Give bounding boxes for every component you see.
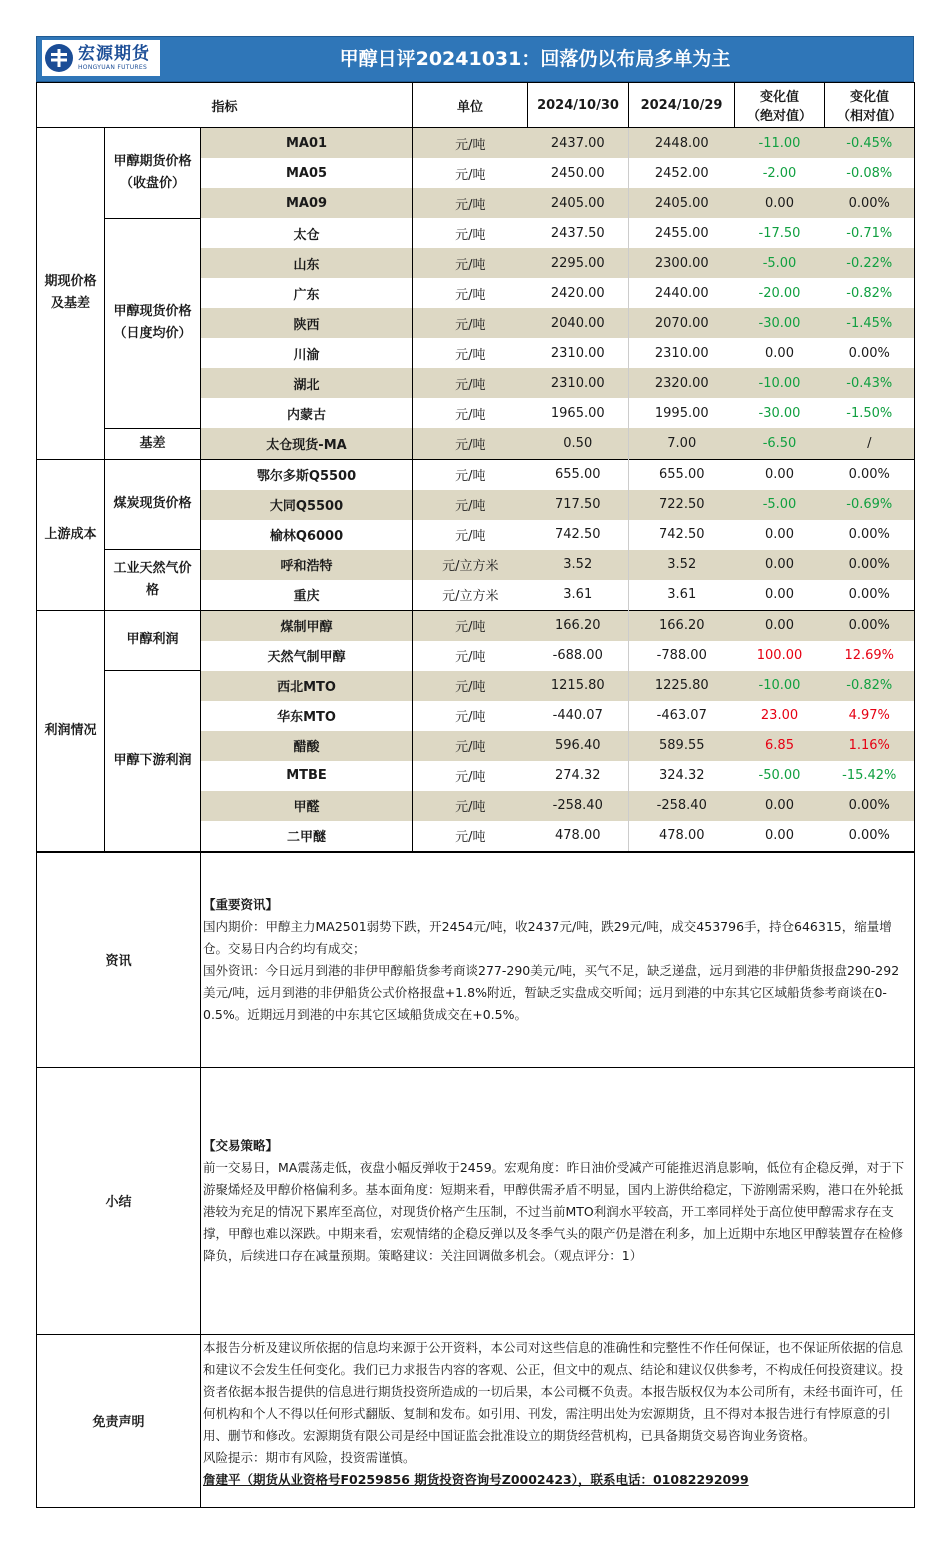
cell-rel-change: -0.71% bbox=[825, 218, 915, 248]
header-row bbox=[37, 83, 915, 128]
cell-abs-change: -50.00 bbox=[758, 768, 801, 783]
cell-value-date2: 2310.00 bbox=[629, 338, 735, 368]
cell-unit: 元/吨 bbox=[413, 791, 528, 821]
cell-rel-change: -0.82% bbox=[825, 671, 915, 701]
cell-value-date1: 2310.00 bbox=[528, 368, 629, 398]
cell-rel-change: 0.00% bbox=[825, 520, 915, 550]
cell-unit: 元/吨 bbox=[413, 248, 528, 278]
cell-value-date1: 655.00 bbox=[528, 459, 629, 490]
cell-indicator: 太仓 bbox=[201, 218, 413, 248]
cell-abs-change: -2.00 bbox=[762, 165, 797, 181]
cell-value-date1: -688.00 bbox=[552, 648, 603, 663]
cell-value-date1: 0.50 bbox=[528, 428, 629, 459]
header-date2: 2024/10/29 bbox=[629, 83, 735, 128]
cell-rel-change: 4.97% bbox=[825, 701, 915, 731]
cell-indicator: 山东 bbox=[201, 248, 413, 278]
header-rel-line2: （相对值） bbox=[837, 109, 903, 124]
news-paragraph-2: 国外资讯：今日远月到港的非伊甲醇船货参考商谈277-290美元/吨，买气不足，缺乏递盘，远月到港的非伊船货报盘290-292美元/吨，远月到港的非伊船货公式价格报盘+1.8%附近，暂缺乏实盘成交听闻；远月到港的中东其它区域船货参考商谈在0-0.5%。近期远月到港的中东其它区域船货成交在+0.5%。 bbox=[203, 962, 900, 1022]
cell-indicator: 太仓现货-MA bbox=[201, 428, 413, 459]
cell-value-date1: 717.50 bbox=[528, 490, 629, 520]
cell-rel-change: 0.00% bbox=[825, 338, 915, 368]
cell-value-date2: 3.61 bbox=[629, 580, 735, 611]
cell-unit: 元/吨 bbox=[455, 650, 486, 665]
cell-indicator: 内蒙古 bbox=[201, 398, 413, 428]
cell-unit: 元/吨 bbox=[455, 347, 486, 363]
indicator-table bbox=[36, 82, 915, 852]
cell-value-date2: 2320.00 bbox=[629, 368, 735, 398]
cell-abs-change: 0.00 bbox=[735, 791, 825, 821]
cell-indicator: 醋酸 bbox=[201, 731, 413, 761]
cell-indicator: 天然气制甲醇 bbox=[201, 641, 413, 671]
cell-rel-change: -1.45% bbox=[825, 308, 915, 338]
text-sections bbox=[36, 852, 915, 1508]
cell-unit: 元/吨 bbox=[455, 407, 486, 423]
header-abs-line1: 变化值 bbox=[760, 90, 800, 105]
cell-value-date1: 3.52 bbox=[528, 550, 629, 580]
cell-value-date1: 166.20 bbox=[528, 610, 629, 641]
cell-value-date2: -463.07 bbox=[629, 701, 735, 731]
cell-indicator: 西北MTO bbox=[201, 671, 413, 701]
cell-value-date2: 742.50 bbox=[629, 520, 735, 550]
cell-unit: 元/吨 bbox=[455, 167, 486, 183]
cell-indicator: 陕西 bbox=[201, 308, 413, 338]
cell-unit: 元/吨 bbox=[413, 821, 528, 852]
cell-rel-change: 0.00% bbox=[825, 610, 915, 641]
cell-value-date2: 2448.00 bbox=[629, 128, 735, 159]
cell-unit: 元/吨 bbox=[413, 490, 528, 520]
cell-abs-change: 23.00 bbox=[760, 708, 799, 723]
table-row bbox=[37, 459, 915, 490]
news-paragraph-1: 国内期价：甲醇主力MA2501弱势下跌，开2454元/吨，收2437元/吨，跌29元/吨，成交453796手，持仓646315，缩量增仓。交易日内合约均有成交； bbox=[203, 918, 892, 956]
cell-rel-change: -15.42% bbox=[825, 761, 915, 791]
cell-abs-change: -11.00 bbox=[735, 128, 825, 159]
cell-value-date2: 166.20 bbox=[629, 610, 735, 641]
cell-value-date2: 2070.00 bbox=[629, 308, 735, 338]
cell-value-date2: 722.50 bbox=[629, 490, 735, 520]
cell-unit: 元/吨 bbox=[413, 128, 528, 159]
cell-abs-change: -10.00 bbox=[735, 671, 825, 701]
news-heading: 【重要资讯】 bbox=[203, 896, 279, 912]
cell-unit: 元/吨 bbox=[455, 227, 486, 243]
header-date1: 2024/10/30 bbox=[528, 83, 629, 128]
cell-abs-change: 6.85 bbox=[735, 731, 825, 761]
cell-unit: 元/立方米 bbox=[442, 589, 499, 604]
cell-rel-change: 0.00% bbox=[825, 821, 915, 852]
cell-abs-change: 0.00 bbox=[735, 188, 825, 218]
cell-value-date2: 324.32 bbox=[629, 761, 735, 791]
cell-abs-change: -6.50 bbox=[735, 428, 825, 459]
cell-abs-change: 0.00 bbox=[765, 587, 794, 602]
cell-value-date1: 742.50 bbox=[555, 527, 601, 542]
summary-section bbox=[37, 1067, 915, 1334]
cell-value-date2: 3.52 bbox=[629, 550, 735, 580]
cell-abs-change: 0.00 bbox=[765, 527, 794, 542]
cell-value-date2: 2452.00 bbox=[629, 158, 735, 188]
cell-abs-change: -5.00 bbox=[735, 248, 825, 278]
cell-abs-change: -30.00 bbox=[758, 405, 801, 421]
table-row bbox=[37, 218, 915, 248]
cell-value-date1: 2420.00 bbox=[550, 285, 605, 301]
cell-indicator: 华东MTO bbox=[201, 701, 413, 731]
cell-value-date2: 589.55 bbox=[629, 731, 735, 761]
cell-value-date1: 2310.00 bbox=[550, 345, 605, 361]
cell-value-date2: 1225.80 bbox=[629, 671, 735, 701]
subgroup-basis: 基差 bbox=[105, 428, 201, 459]
cell-value-date2: -258.40 bbox=[629, 791, 735, 821]
cell-indicator: MA01 bbox=[201, 128, 413, 159]
subgroup-methanol-profit: 甲醇利润 bbox=[105, 610, 201, 671]
table-row bbox=[37, 428, 915, 459]
subgroup-downstream-profit: 甲醇下游利润 bbox=[105, 671, 201, 852]
risk-warning: 风险提示：期市有风险，投资需谨慎。 bbox=[203, 1449, 416, 1465]
cell-rel-change: -0.69% bbox=[825, 490, 915, 520]
cell-indicator: 广东 bbox=[201, 278, 413, 308]
cell-indicator: MA05 bbox=[201, 158, 413, 188]
cell-rel-change: 1.16% bbox=[825, 731, 915, 761]
cell-value-date2: 2455.00 bbox=[629, 218, 735, 248]
cell-indicator: 川渝 bbox=[201, 338, 413, 368]
disclaimer-section bbox=[37, 1334, 915, 1507]
cell-unit: 元/吨 bbox=[413, 671, 528, 701]
news-label: 资讯 bbox=[37, 852, 201, 1067]
cell-rel-change: 0.00% bbox=[825, 550, 915, 580]
data-body bbox=[37, 128, 915, 852]
cell-unit: 元/吨 bbox=[455, 770, 486, 785]
cell-value-date1: 2405.00 bbox=[528, 188, 629, 218]
cell-abs-change: -17.50 bbox=[758, 225, 801, 241]
brand-logo bbox=[42, 40, 160, 76]
cell-indicator: MA09 bbox=[201, 188, 413, 218]
summary-heading: 【交易策略】 bbox=[203, 1137, 279, 1153]
cell-indicator: 大同Q5500 bbox=[201, 490, 413, 520]
cell-abs-change: 100.00 bbox=[756, 648, 803, 663]
cell-rel-change: 0.00% bbox=[825, 580, 915, 611]
table-row bbox=[37, 610, 915, 641]
cell-rel-change: -0.82% bbox=[825, 278, 915, 308]
header-abs-change bbox=[735, 83, 825, 128]
cell-value-date2: 2300.00 bbox=[629, 248, 735, 278]
disclaimer-label: 免责声明 bbox=[37, 1334, 201, 1507]
cell-value-date2: 478.00 bbox=[629, 821, 735, 852]
cell-unit: 元/吨 bbox=[413, 368, 528, 398]
cell-unit: 元/吨 bbox=[413, 428, 528, 459]
subgroup-futures-price: 甲醇期货价格（收盘价） bbox=[105, 128, 201, 219]
cell-rel-change: -0.22% bbox=[825, 248, 915, 278]
title-bar bbox=[36, 36, 914, 82]
cell-unit: 元/吨 bbox=[455, 287, 486, 303]
header-indicator: 指标 bbox=[37, 83, 413, 128]
cell-indicator: 湖北 bbox=[201, 368, 413, 398]
cell-value-date2: 7.00 bbox=[629, 428, 735, 459]
brand-name: 宏源期货 bbox=[78, 43, 150, 64]
subgroup-coal-price: 煤炭现货价格 bbox=[105, 459, 201, 550]
cell-unit: 元/吨 bbox=[455, 710, 486, 725]
cell-value-date1: -440.07 bbox=[552, 708, 603, 723]
brand-name-en: HONGYUAN FUTURES bbox=[78, 63, 148, 71]
cell-value-date1: 2437.50 bbox=[550, 225, 605, 241]
cell-indicator: 呼和浩特 bbox=[201, 550, 413, 580]
subgroup-spot-price: 甲醇现货价格（日度均价） bbox=[105, 218, 201, 428]
cell-value-date1: 596.40 bbox=[528, 731, 629, 761]
summary-label: 小结 bbox=[37, 1067, 201, 1334]
summary-paragraph: 前一交易日，MA震荡走低，夜盘小幅反弹收于2459。宏观角度：昨日油价受减产可能推迟消息影响，低位有企稳反弹，对于下游聚烯烃及甲醇价格偏利多。基本面角度：短期来看，甲醇供需矛盾不明显，国内上游供给稳定，下游刚需采购，港口在外轮抵港较为充足的情况下累库至高位，对现货价格产生压制，不过当前MTO利润水平较高，开工率同样处于高位使甲醇需求存在支撑，甲醇也难以深跌。中期来看，宏观情绪的企稳反弹以及冬季气头的限产仍是潜在利多，加上近期中东地区甲醇装置存在检修降负，后续进口存在减量预期。策略建议：关注回调做多机会。（观点评分：1） bbox=[203, 1159, 905, 1263]
cell-abs-change: 0.00 bbox=[735, 821, 825, 852]
cell-value-date1: 274.32 bbox=[555, 768, 601, 783]
table-row bbox=[37, 550, 915, 580]
cell-indicator: 重庆 bbox=[201, 580, 413, 611]
cell-rel-change: 0.00% bbox=[825, 188, 915, 218]
analyst-contact: 詹建平（期货从业资格号F0259856 期货投资咨询号Z0002423），联系电话：01082292099 bbox=[203, 1471, 749, 1487]
disclaimer-content bbox=[201, 1334, 915, 1507]
cell-value-date1: 1215.80 bbox=[528, 671, 629, 701]
cell-unit: 元/吨 bbox=[455, 529, 486, 544]
group-futures-spot: 期现价格及基差 bbox=[37, 128, 105, 460]
logo-icon bbox=[44, 43, 74, 73]
cell-value-date1: 478.00 bbox=[528, 821, 629, 852]
cell-rel-change: -0.45% bbox=[825, 128, 915, 159]
report-sheet bbox=[36, 36, 914, 1508]
cell-rel-change: 0.00% bbox=[825, 791, 915, 821]
cell-unit: 元/吨 bbox=[413, 731, 528, 761]
cell-abs-change: 0.00 bbox=[735, 550, 825, 580]
disclaimer-paragraph: 本报告分析及建议所依据的信息均来源于公开资料，本公司对这些信息的准确性和完整性不作任何保证，也不保证所依据的信息和建议不会发生任何变化。我们已力求报告内容的客观、公正，但文中的观点、结论和建议仅供参考，不构成任何投资建议。投资者依据本报告提供的信息进行期货投资所造成的一切后果，本公司概不负责。本报告版权仅为本公司所有，未经书面许可，任何机构和个人不得以任何形式翻版、复制和发布。如引用、刊发，需注明出处为宏源期货，且不得对本报告进行有悖原意的引用、删节和修改。宏源期货有限公司是经中国证监会批准设立的期货经营机构，已具备期货交易咨询业务资格。 bbox=[203, 1339, 904, 1443]
cell-unit: 元/立方米 bbox=[413, 550, 528, 580]
cell-abs-change: 0.00 bbox=[735, 459, 825, 490]
cell-value-date2: 655.00 bbox=[629, 459, 735, 490]
cell-indicator: 煤制甲醇 bbox=[201, 610, 413, 641]
cell-value-date2: -788.00 bbox=[629, 641, 735, 671]
cell-rel-change: -0.43% bbox=[825, 368, 915, 398]
header-rel-change bbox=[825, 83, 915, 128]
cell-value-date1: 2295.00 bbox=[528, 248, 629, 278]
cell-rel-change: -1.50% bbox=[825, 398, 915, 428]
group-upstream: 上游成本 bbox=[37, 459, 105, 610]
cell-value-date2: 1995.00 bbox=[629, 398, 735, 428]
cell-value-date1: 2450.00 bbox=[550, 165, 605, 181]
cell-indicator: 甲醛 bbox=[201, 791, 413, 821]
cell-value-date1: -258.40 bbox=[528, 791, 629, 821]
cell-abs-change: 0.00 bbox=[765, 345, 794, 361]
header-unit: 单位 bbox=[413, 83, 528, 128]
news-section bbox=[37, 852, 915, 1067]
group-profit: 利润情况 bbox=[37, 610, 105, 851]
cell-indicator: 鄂尔多斯Q5500 bbox=[201, 459, 413, 490]
cell-value-date2: 2440.00 bbox=[629, 278, 735, 308]
cell-abs-change: -30.00 bbox=[735, 308, 825, 338]
header-abs-line2: （绝对值） bbox=[747, 109, 813, 124]
cell-indicator: 二甲醚 bbox=[201, 821, 413, 852]
cell-abs-change: -20.00 bbox=[758, 285, 801, 301]
table-row bbox=[37, 128, 915, 159]
cell-value-date1: 2437.00 bbox=[528, 128, 629, 159]
subgroup-gas-price: 工业天然气价格 bbox=[105, 550, 201, 611]
cell-value-date1: 3.61 bbox=[563, 587, 593, 602]
cell-value-date1: 1965.00 bbox=[550, 405, 605, 421]
cell-unit: 元/吨 bbox=[413, 188, 528, 218]
cell-rel-change: / bbox=[825, 428, 915, 459]
cell-rel-change: 12.69% bbox=[825, 641, 915, 671]
cell-abs-change: -10.00 bbox=[735, 368, 825, 398]
cell-unit: 元/吨 bbox=[413, 610, 528, 641]
cell-value-date2: 2405.00 bbox=[629, 188, 735, 218]
cell-abs-change: 0.00 bbox=[735, 610, 825, 641]
header-rel-line1: 变化值 bbox=[850, 90, 890, 105]
cell-indicator: 榆林Q6000 bbox=[201, 520, 413, 550]
report-title: 甲醇日评20241031：回落仍以布局多单为主 bbox=[339, 48, 731, 70]
cell-unit: 元/吨 bbox=[413, 459, 528, 490]
news-content bbox=[201, 852, 915, 1067]
table-row bbox=[37, 671, 915, 701]
cell-rel-change: -0.08% bbox=[825, 158, 915, 188]
cell-rel-change: 0.00% bbox=[825, 459, 915, 490]
cell-abs-change: -5.00 bbox=[735, 490, 825, 520]
summary-content bbox=[201, 1067, 915, 1334]
cell-indicator: MTBE bbox=[201, 761, 413, 791]
cell-unit: 元/吨 bbox=[413, 308, 528, 338]
cell-value-date1: 2040.00 bbox=[528, 308, 629, 338]
